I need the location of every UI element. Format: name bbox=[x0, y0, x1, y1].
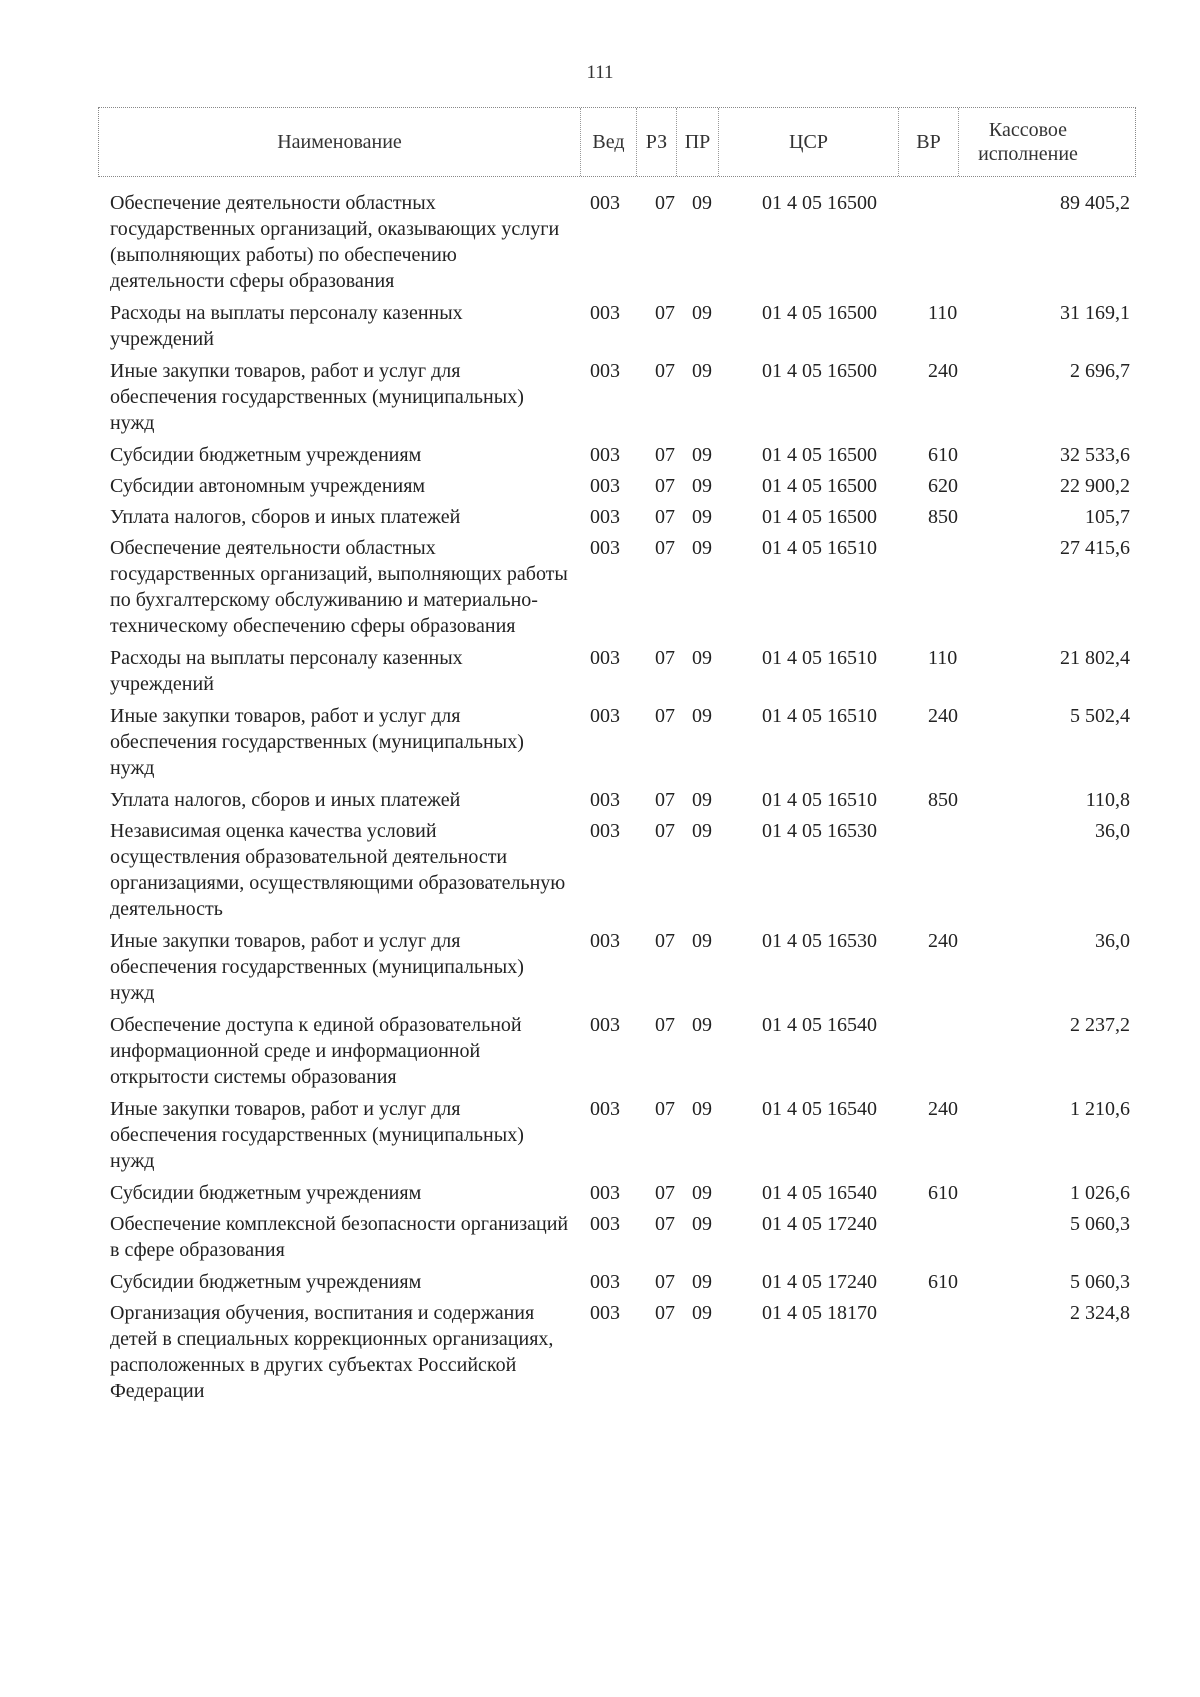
row-sum: 36,0 bbox=[1095, 820, 1130, 842]
header-pr: ПР bbox=[677, 108, 719, 176]
row-vr: 850 bbox=[928, 506, 958, 528]
table-row bbox=[0, 358, 1200, 436]
row-sum: 27 415,6 bbox=[1060, 537, 1130, 559]
row-name: Субсидии бюджетным учреждениям bbox=[110, 444, 422, 466]
row-pr: 09 bbox=[692, 647, 712, 669]
row-sum: 5 502,4 bbox=[1070, 705, 1130, 727]
header-vr: ВР bbox=[899, 108, 959, 176]
row-name: Расходы на выплаты персоналу казенных учреждений bbox=[110, 302, 463, 350]
row-ved: 003 bbox=[590, 930, 620, 952]
row-pr: 09 bbox=[692, 705, 712, 727]
table-row bbox=[0, 504, 1200, 530]
row-name: Обеспечение комплексной безопасности организаций в сфере образования bbox=[110, 1213, 569, 1261]
row-name: Независимая оценка качества условий осуществления образовательной деятельности организациями, осуществляющими образовательную деятельность bbox=[110, 820, 566, 920]
row-sum: 89 405,2 bbox=[1060, 192, 1130, 214]
row-rz: 07 bbox=[655, 302, 675, 324]
table-row bbox=[0, 300, 1200, 352]
row-ved: 003 bbox=[590, 360, 620, 382]
row-pr: 09 bbox=[692, 537, 712, 559]
row-rz: 07 bbox=[655, 647, 675, 669]
page-number: 111 bbox=[586, 62, 614, 83]
row-sum: 5 060,3 bbox=[1070, 1271, 1130, 1293]
row-vr: 850 bbox=[928, 789, 958, 811]
row-name: Уплата налогов, сборов и иных платежей bbox=[110, 506, 461, 528]
row-ved: 003 bbox=[590, 820, 620, 842]
row-csr: 01 4 05 16540 bbox=[762, 1182, 877, 1204]
row-name: Уплата налогов, сборов и иных платежей bbox=[110, 789, 461, 811]
row-rz: 07 bbox=[655, 537, 675, 559]
row-pr: 09 bbox=[692, 1271, 712, 1293]
row-ved: 003 bbox=[590, 444, 620, 466]
row-sum: 21 802,4 bbox=[1060, 647, 1130, 669]
row-ved: 003 bbox=[590, 1098, 620, 1120]
table-body bbox=[0, 190, 1200, 1410]
table-row bbox=[0, 1096, 1200, 1174]
row-sum: 110,8 bbox=[1085, 789, 1130, 811]
row-sum: 32 533,6 bbox=[1060, 444, 1130, 466]
table-row bbox=[0, 645, 1200, 697]
table-row bbox=[0, 473, 1200, 499]
row-ved: 003 bbox=[590, 647, 620, 669]
row-name: Иные закупки товаров, работ и услуг для обеспечения государственных (муниципальных) нужд bbox=[110, 360, 524, 434]
table-row bbox=[0, 928, 1200, 1006]
row-ved: 003 bbox=[590, 789, 620, 811]
table-row bbox=[0, 787, 1200, 813]
table-row bbox=[0, 1300, 1200, 1404]
row-pr: 09 bbox=[692, 1014, 712, 1036]
row-sum: 1 210,6 bbox=[1070, 1098, 1130, 1120]
row-pr: 09 bbox=[692, 1182, 712, 1204]
row-name: Иные закупки товаров, работ и услуг для обеспечения государственных (муниципальных) нужд bbox=[110, 1098, 524, 1172]
row-rz: 07 bbox=[655, 1213, 675, 1235]
row-csr: 01 4 05 16500 bbox=[762, 192, 877, 214]
row-ved: 003 bbox=[590, 1271, 620, 1293]
row-sum: 2 237,2 bbox=[1070, 1014, 1130, 1036]
row-rz: 07 bbox=[655, 820, 675, 842]
row-csr: 01 4 05 16500 bbox=[762, 506, 877, 528]
row-ved: 003 bbox=[590, 705, 620, 727]
row-ved: 003 bbox=[590, 1182, 620, 1204]
row-name: Обеспечение доступа к единой образовательной информационной среде и информационной открытости системы образования bbox=[110, 1014, 522, 1088]
row-pr: 09 bbox=[692, 789, 712, 811]
row-rz: 07 bbox=[655, 930, 675, 952]
table-row bbox=[0, 818, 1200, 922]
row-csr: 01 4 05 16510 bbox=[762, 789, 877, 811]
row-rz: 07 bbox=[655, 1271, 675, 1293]
table-row bbox=[0, 1180, 1200, 1206]
row-ved: 003 bbox=[590, 302, 620, 324]
row-vr: 240 bbox=[928, 705, 958, 727]
row-csr: 01 4 05 16500 bbox=[762, 444, 877, 466]
row-ved: 003 bbox=[590, 1014, 620, 1036]
row-vr: 620 bbox=[928, 475, 958, 497]
row-pr: 09 bbox=[692, 444, 712, 466]
row-sum: 1 026,6 bbox=[1070, 1182, 1130, 1204]
table-row bbox=[0, 1012, 1200, 1090]
table-row bbox=[0, 442, 1200, 468]
header-csr: ЦСР bbox=[719, 108, 899, 176]
row-rz: 07 bbox=[655, 360, 675, 382]
row-csr: 01 4 05 17240 bbox=[762, 1271, 877, 1293]
row-pr: 09 bbox=[692, 1098, 712, 1120]
row-name: Иные закупки товаров, работ и услуг для обеспечения государственных (муниципальных) нужд bbox=[110, 930, 524, 1004]
row-ved: 003 bbox=[590, 537, 620, 559]
row-ved: 003 bbox=[590, 1213, 620, 1235]
row-pr: 09 bbox=[692, 1213, 712, 1235]
row-pr: 09 bbox=[692, 475, 712, 497]
row-name: Расходы на выплаты персоналу казенных учреждений bbox=[110, 647, 463, 695]
row-vr: 110 bbox=[928, 647, 958, 669]
row-vr: 240 bbox=[928, 360, 958, 382]
row-rz: 07 bbox=[655, 192, 675, 214]
row-sum: 22 900,2 bbox=[1060, 475, 1130, 497]
row-name: Субсидии бюджетным учреждениям bbox=[110, 1271, 422, 1293]
header-rz: РЗ bbox=[637, 108, 677, 176]
table-row bbox=[0, 1211, 1200, 1263]
row-rz: 07 bbox=[655, 1014, 675, 1036]
row-ved: 003 bbox=[590, 506, 620, 528]
row-sum: 2 696,7 bbox=[1070, 360, 1130, 382]
row-csr: 01 4 05 16540 bbox=[762, 1014, 877, 1036]
row-sum: 36,0 bbox=[1095, 930, 1130, 952]
row-vr: 610 bbox=[928, 1271, 958, 1293]
row-csr: 01 4 05 16500 bbox=[762, 475, 877, 497]
table-row bbox=[0, 703, 1200, 781]
row-name: Субсидии автономным учреждениям bbox=[110, 475, 426, 497]
row-csr: 01 4 05 16530 bbox=[762, 820, 877, 842]
table-row bbox=[0, 535, 1200, 639]
row-rz: 07 bbox=[655, 1098, 675, 1120]
row-rz: 07 bbox=[655, 444, 675, 466]
row-csr: 01 4 05 18170 bbox=[762, 1302, 877, 1324]
row-csr: 01 4 05 16500 bbox=[762, 302, 877, 324]
row-pr: 09 bbox=[692, 302, 712, 324]
row-csr: 01 4 05 16540 bbox=[762, 1098, 877, 1120]
row-sum: 5 060,3 bbox=[1070, 1213, 1130, 1235]
row-vr: 110 bbox=[928, 302, 958, 324]
row-name: Обеспечение деятельности областных государственных организаций, выполняющих работы по бухгалтерскому обслуживанию и материально-техническому обеспечению сферы образования bbox=[110, 537, 568, 637]
row-rz: 07 bbox=[655, 475, 675, 497]
row-sum: 105,7 bbox=[1085, 506, 1130, 528]
row-rz: 07 bbox=[655, 789, 675, 811]
row-pr: 09 bbox=[692, 192, 712, 214]
row-pr: 09 bbox=[692, 1302, 712, 1324]
row-rz: 07 bbox=[655, 1182, 675, 1204]
row-csr: 01 4 05 16510 bbox=[762, 705, 877, 727]
row-csr: 01 4 05 16510 bbox=[762, 647, 877, 669]
header-ved: Вед bbox=[581, 108, 637, 176]
row-pr: 09 bbox=[692, 820, 712, 842]
header-sum: Кассовое исполнение bbox=[978, 119, 1078, 165]
row-csr: 01 4 05 16500 bbox=[762, 360, 877, 382]
table-row bbox=[0, 1269, 1200, 1295]
row-vr: 610 bbox=[928, 1182, 958, 1204]
row-name: Иные закупки товаров, работ и услуг для обеспечения государственных (муниципальных) нужд bbox=[110, 705, 524, 779]
row-vr: 610 bbox=[928, 444, 958, 466]
row-rz: 07 bbox=[655, 705, 675, 727]
row-pr: 09 bbox=[692, 930, 712, 952]
row-vr: 240 bbox=[928, 930, 958, 952]
row-ved: 003 bbox=[590, 475, 620, 497]
row-ved: 003 bbox=[590, 1302, 620, 1324]
row-pr: 09 bbox=[692, 506, 712, 528]
header-name: Наименование bbox=[99, 108, 581, 176]
row-name: Обеспечение деятельности областных государственных организаций, оказывающих услуги (выполняющих работы) по обеспечению деятельности сферы образования bbox=[110, 192, 560, 292]
row-csr: 01 4 05 17240 bbox=[762, 1213, 877, 1235]
row-ved: 003 bbox=[590, 192, 620, 214]
table-header bbox=[98, 107, 1136, 177]
row-csr: 01 4 05 16530 bbox=[762, 930, 877, 952]
row-vr: 240 bbox=[928, 1098, 958, 1120]
row-rz: 07 bbox=[655, 1302, 675, 1324]
row-name: Субсидии бюджетным учреждениям bbox=[110, 1182, 422, 1204]
row-name: Организация обучения, воспитания и содержания детей в специальных коррекционных организациях, расположенных в других субъектах Российской Федерации bbox=[110, 1302, 554, 1402]
row-pr: 09 bbox=[692, 360, 712, 382]
table-row bbox=[0, 190, 1200, 294]
row-sum: 31 169,1 bbox=[1060, 302, 1130, 324]
row-csr: 01 4 05 16510 bbox=[762, 537, 877, 559]
row-sum: 2 324,8 bbox=[1070, 1302, 1130, 1324]
row-rz: 07 bbox=[655, 506, 675, 528]
